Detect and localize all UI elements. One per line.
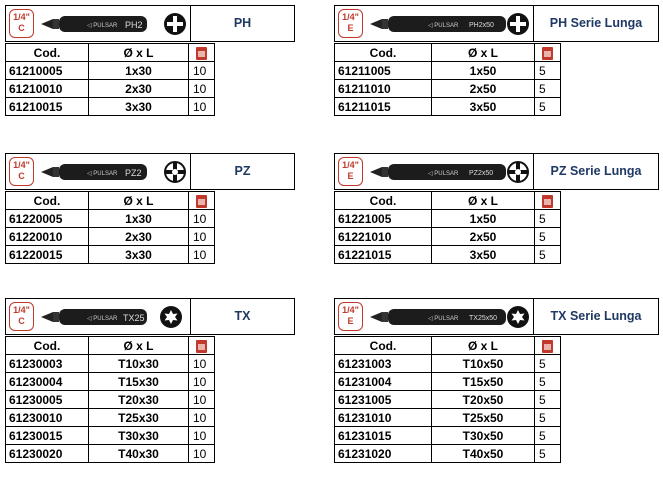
svg-text:TX25x50: TX25x50 xyxy=(469,315,498,322)
package-icon xyxy=(542,340,553,353)
shank-badge: 1/4" C xyxy=(9,9,34,38)
package-icon xyxy=(196,195,207,208)
table-row: 61210015 3x30 10 xyxy=(6,98,295,116)
package-icon xyxy=(196,340,207,353)
category-label: TX xyxy=(190,299,294,334)
shank-badge: 1/4" E xyxy=(338,157,363,186)
svg-text:◁ PULSAR: ◁ PULSAR xyxy=(87,23,118,29)
shank-badge: 1/4" E xyxy=(338,302,363,331)
package-icon xyxy=(542,195,553,208)
block-header xyxy=(334,298,659,335)
table-row: 61210005 1x30 10 xyxy=(6,62,295,80)
table-row: 61220005 1x30 10 xyxy=(6,210,295,228)
pozidriv-icon xyxy=(505,159,531,185)
bit-image xyxy=(39,11,154,37)
table-row: 61230005 T20x30 10 xyxy=(6,391,295,409)
svg-text:PH2: PH2 xyxy=(125,20,143,30)
package-icon xyxy=(196,47,207,60)
svg-text:◁ PULSAR: ◁ PULSAR xyxy=(428,23,459,29)
svg-text:PZ2: PZ2 xyxy=(125,168,142,178)
svg-text:PH2x50: PH2x50 xyxy=(469,22,494,29)
svg-text:◁ PULSAR: ◁ PULSAR xyxy=(428,171,459,177)
category-label: TX Serie Lunga xyxy=(533,299,658,334)
table-row: 61231004 T15x50 5 xyxy=(335,373,656,391)
table-row: 61230004 T15x30 10 xyxy=(6,373,295,391)
phillips-icon xyxy=(162,11,188,37)
shank-badge: 1/4" C xyxy=(9,157,34,186)
table-row: 61231010 T25x50 5 xyxy=(335,409,656,427)
product-table: Cod. Ø x L 61230003 T10x30 10 61230004 T15x30 10 61230005 T20x30 10 61230010 T25x30 10 61230015 T30x30 10 61230020 T40x30 10 xyxy=(5,336,295,463)
shank-badge: 1/4" C xyxy=(9,302,34,331)
table-row: 61221015 3x50 5 xyxy=(335,246,656,264)
table-row: 61211010 2x50 5 xyxy=(335,80,656,98)
shank-badge: 1/4" E xyxy=(338,9,363,38)
phillips-icon xyxy=(505,11,531,37)
torx-icon xyxy=(158,304,184,330)
table-row: 61220010 2x30 10 xyxy=(6,228,295,246)
svg-text:◁ PULSAR: ◁ PULSAR xyxy=(428,316,459,322)
table-row: 61231015 T30x50 5 xyxy=(335,427,656,445)
table-row: 61230020 T40x30 10 xyxy=(6,445,295,463)
block-header xyxy=(5,5,295,42)
table-row: 61210010 2x30 10 xyxy=(6,80,295,98)
table-row: 61211005 1x50 5 xyxy=(335,62,656,80)
category-label: PZ Serie Lunga xyxy=(533,154,658,189)
product-table: Cod. Ø x L 61211005 1x50 5 61211010 2x50 5 61211015 3x50 5 xyxy=(334,43,656,116)
table-row: 61221010 2x50 5 xyxy=(335,228,656,246)
bit-image xyxy=(39,304,154,330)
table-row: 61221005 1x50 5 xyxy=(335,210,656,228)
block-header xyxy=(5,153,295,190)
category-label: PH Serie Lunga xyxy=(533,6,658,41)
package-icon xyxy=(542,47,553,60)
table-row: 61211015 3x50 5 xyxy=(335,98,656,116)
svg-text:◁ PULSAR: ◁ PULSAR xyxy=(87,316,118,322)
table-row: 61231003 T10x50 5 xyxy=(335,355,656,373)
block-header xyxy=(5,298,295,335)
product-table: Cod. Ø x L 61220005 1x30 10 61220010 2x30 10 61220015 3x30 10 xyxy=(5,191,295,264)
table-row: 61220015 3x30 10 xyxy=(6,246,295,264)
table-row: 61231020 T40x50 5 xyxy=(335,445,656,463)
bit-image xyxy=(39,159,154,185)
block-header xyxy=(334,153,659,190)
table-row: 61230015 T30x30 10 xyxy=(6,427,295,445)
product-table: Cod. Ø x L 61231003 T10x50 5 61231004 T15x50 5 61231005 T20x50 5 61231010 T25x50 5 61231015 T30x50 5 61231020 T40x50 5 xyxy=(334,336,656,463)
table-row: 61231005 T20x50 5 xyxy=(335,391,656,409)
torx-icon xyxy=(505,304,531,330)
category-label: PH xyxy=(190,6,294,41)
svg-text:TX25: TX25 xyxy=(123,313,145,323)
bit-image xyxy=(368,159,510,185)
category-label: PZ xyxy=(190,154,294,189)
block-header xyxy=(334,5,659,42)
product-table: Cod. Ø x L 61221005 1x50 5 61221010 2x50 5 61221015 3x50 5 xyxy=(334,191,656,264)
bit-image xyxy=(368,304,510,330)
bit-image xyxy=(368,11,510,37)
svg-text:◁ PULSAR: ◁ PULSAR xyxy=(87,171,118,177)
svg-text:PZ2x50: PZ2x50 xyxy=(469,170,494,177)
table-row: 61230003 T10x30 10 xyxy=(6,355,295,373)
pozidriv-icon xyxy=(162,159,188,185)
table-row: 61230010 T25x30 10 xyxy=(6,409,295,427)
product-table: Cod. Ø x L 61210005 1x30 10 61210010 2x30 10 61210015 3x30 10 xyxy=(5,43,295,116)
